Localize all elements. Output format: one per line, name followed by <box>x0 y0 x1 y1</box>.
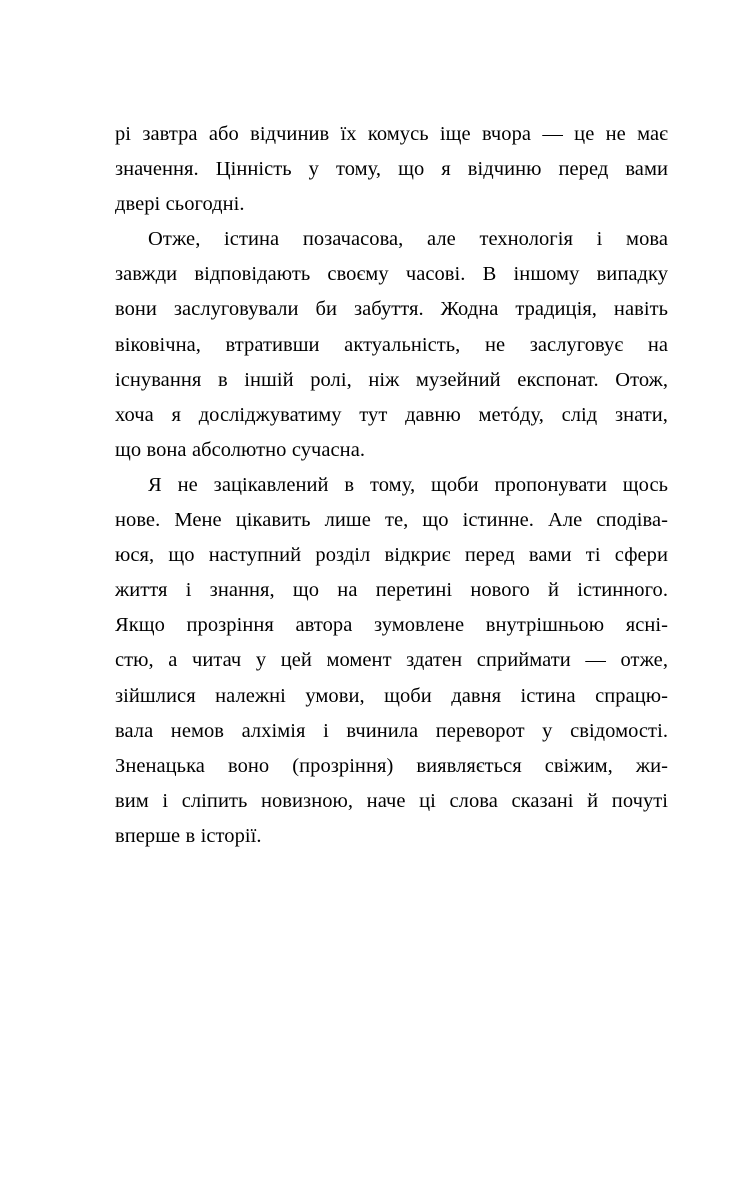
paragraph-3 <box>115 468 668 854</box>
text-line: хоча я досліджуватиму тут давню метóду, слід знати, <box>115 403 668 426</box>
text-line: нове. Мене цікавить лише те, що істинне. Але сподіва- <box>115 509 668 532</box>
text-line: вперше в історії. <box>115 824 262 847</box>
text-line: існування в іншій ролі, ніж музейний експонат. Отож, <box>115 368 668 391</box>
text-line: Зненацька воно (прозріння) виявляється свіжим, жи- <box>115 754 668 777</box>
text-line: завжди відповідають своєму часові. В іншому випадку <box>115 263 668 286</box>
text-line: що вона абсолютно сучасна. <box>115 438 366 461</box>
text-line: Отже, істина позачасова, але технологія і мова <box>148 228 668 251</box>
text-line: віковічна, втративши актуальність, не заслуговує на <box>115 333 668 356</box>
text-line: Якщо прозріння автора зумовлене внутрішньою ясні- <box>115 614 668 637</box>
paragraph-2 <box>115 222 668 468</box>
text-line: юся, що наступний розділ відкриє перед вами ті сфери <box>115 544 668 567</box>
text-line: стю, а читач у цей момент здатен сприймати — отже, <box>115 649 668 672</box>
text-line: двері сьогодні. <box>115 193 245 216</box>
text-line: вала немов алхімія і вчинила переворот у свідомості. <box>115 719 668 742</box>
page-text-block <box>115 117 668 854</box>
text-line: значення. Цінність у тому, що я відчиню перед вами <box>115 158 668 181</box>
text-line: рі завтра або відчинив їх комусь іще вчора — це не має <box>115 123 668 145</box>
text-line: вим і сліпить новизною, наче ці слова сказані й почуті <box>115 789 668 812</box>
text-line: вони заслуговували би забуття. Жодна традиція, навіть <box>115 298 668 321</box>
text-line: Я не зацікавлений в тому, щоби пропонувати щось <box>148 473 668 496</box>
paragraph-1 <box>115 117 668 222</box>
text-line: життя і знання, що на перетині нового й істинного. <box>115 579 668 602</box>
text-line: зійшлися належні умови, щоби давня істина спрацю- <box>115 684 668 707</box>
